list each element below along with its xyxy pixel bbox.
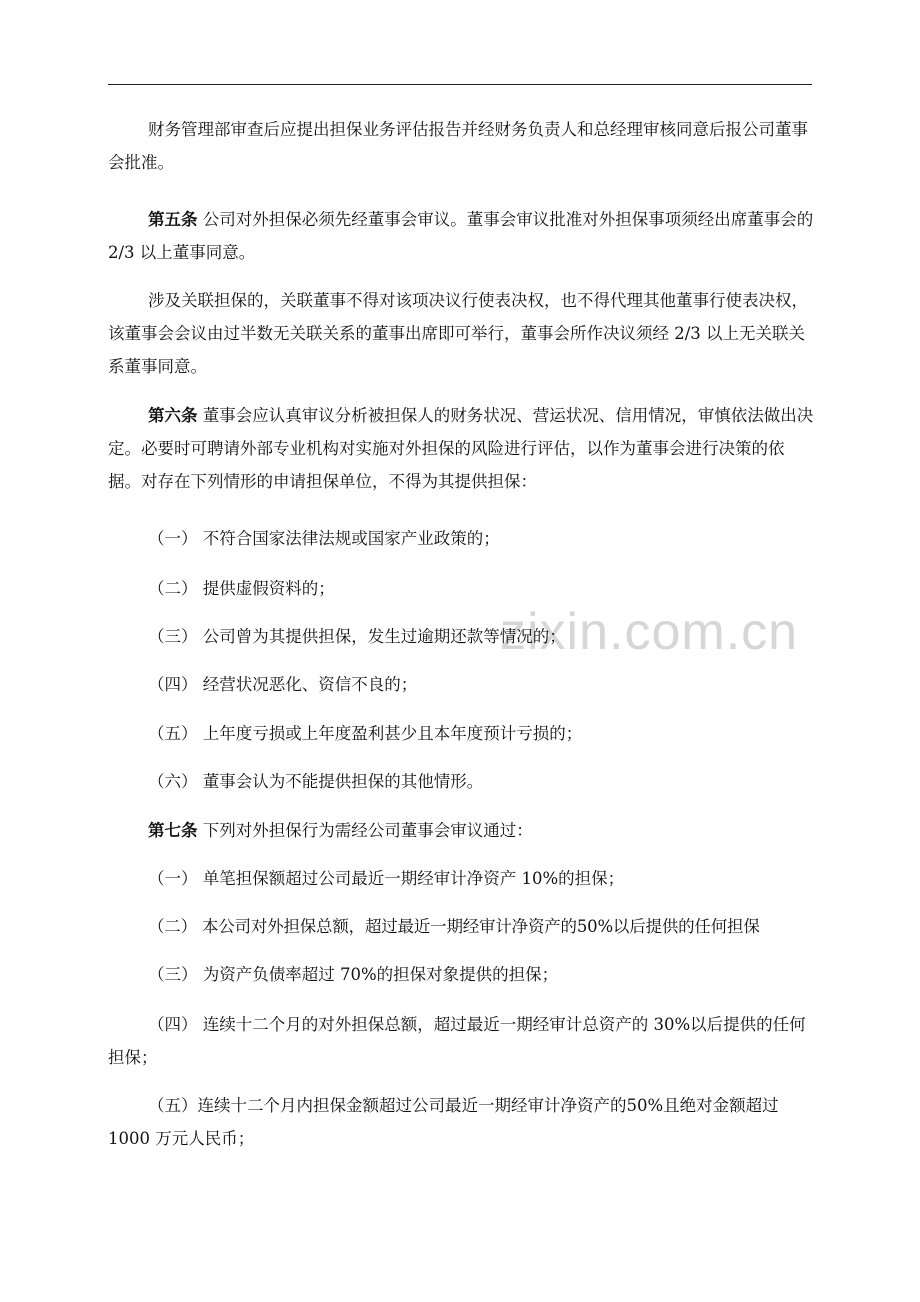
list-item-text: （一） 单笔担保额超过公司最近一期经审计净资产 10%的担保；	[148, 869, 625, 888]
article-number: 第五条	[148, 210, 198, 229]
list-item-text: （一） 不符合国家法律法规或国家产业政策的；	[148, 529, 500, 548]
paragraph-text: 下列对外担保行为需经公司董事会审议通过：	[197, 821, 533, 840]
list-item	[108, 1089, 814, 1155]
article-number: 第六条	[148, 406, 198, 425]
header-rule	[108, 84, 812, 85]
list-item-text: （五） 上年度亏损或上年度盈利甚少且本年度预计亏损的；	[148, 724, 583, 743]
list-item-text: （六） 董事会认为不能提供担保的其他情形。	[148, 772, 484, 791]
list-item	[108, 765, 814, 798]
list-item-text: （二） 本公司对外担保总额，超过最近一期经审计净资产的50%以后提供的任何担保	[148, 917, 760, 936]
list-item	[108, 1008, 814, 1074]
list-item-text: （四） 经营状况恶化、资信不良的；	[148, 675, 418, 694]
article-number: 第七条	[148, 821, 198, 840]
article-6	[108, 399, 814, 498]
paragraph	[108, 284, 814, 383]
list-item	[108, 910, 814, 943]
list-item-text: （五）连续十二个月内担保金额超过公司最近一期经审计净资产的50%且绝对金额超过 1000 万元人民币；	[108, 1096, 779, 1148]
list-item	[108, 958, 814, 991]
list-item	[108, 620, 814, 653]
article-7	[108, 814, 814, 847]
list-item-text: （二） 提供虚假资料的；	[148, 579, 335, 598]
list-item	[108, 522, 814, 555]
article-5	[108, 203, 814, 269]
list-item-text: （三） 公司曾为其提供担保，发生过逾期还款等情况的；	[148, 627, 566, 646]
paragraph-text: 涉及关联担保的，关联董事不得对该项决议行使表决权，也不得代理其他董事行使表决权，该董事会会议由过半数无关联关系的董事出席即可举行，董事会所作决议须经 2/3 以上无关联关系董事同意。	[108, 291, 808, 376]
paragraph-text: 财务管理部审查后应提出担保业务评估报告并经财务负责人和总经理审核同意后报公司董事会批准。	[108, 120, 808, 172]
list-item	[108, 572, 814, 605]
list-item	[108, 862, 814, 895]
list-item	[108, 717, 814, 750]
watermark: zixin.com.cn	[500, 603, 799, 661]
paragraph-text: 董事会应认真审议分析被担保人的财务状况、营运状况、信用情况，审慎依法做出决定。必要时可聘请外部专业机构对实施对外担保的风险进行评估，以作为董事会进行决策的依据。对存在下列情形的申请担保单位，不得为其提供担保：	[108, 406, 814, 491]
paragraph	[108, 113, 814, 179]
list-item-text: （三） 为资产负债率超过 70%的担保对象提供的担保；	[148, 965, 559, 984]
list-item	[108, 668, 814, 701]
list-item-text: （四） 连续十二个月的对外担保总额，超过最近一期经审计总资产的 30%以后提供的任何担保；	[108, 1015, 806, 1067]
paragraph-text: 公司对外担保必须先经董事会审议。董事会审议批准对外担保事项须经出席董事会的 2/3 以上董事同意。	[108, 210, 814, 262]
